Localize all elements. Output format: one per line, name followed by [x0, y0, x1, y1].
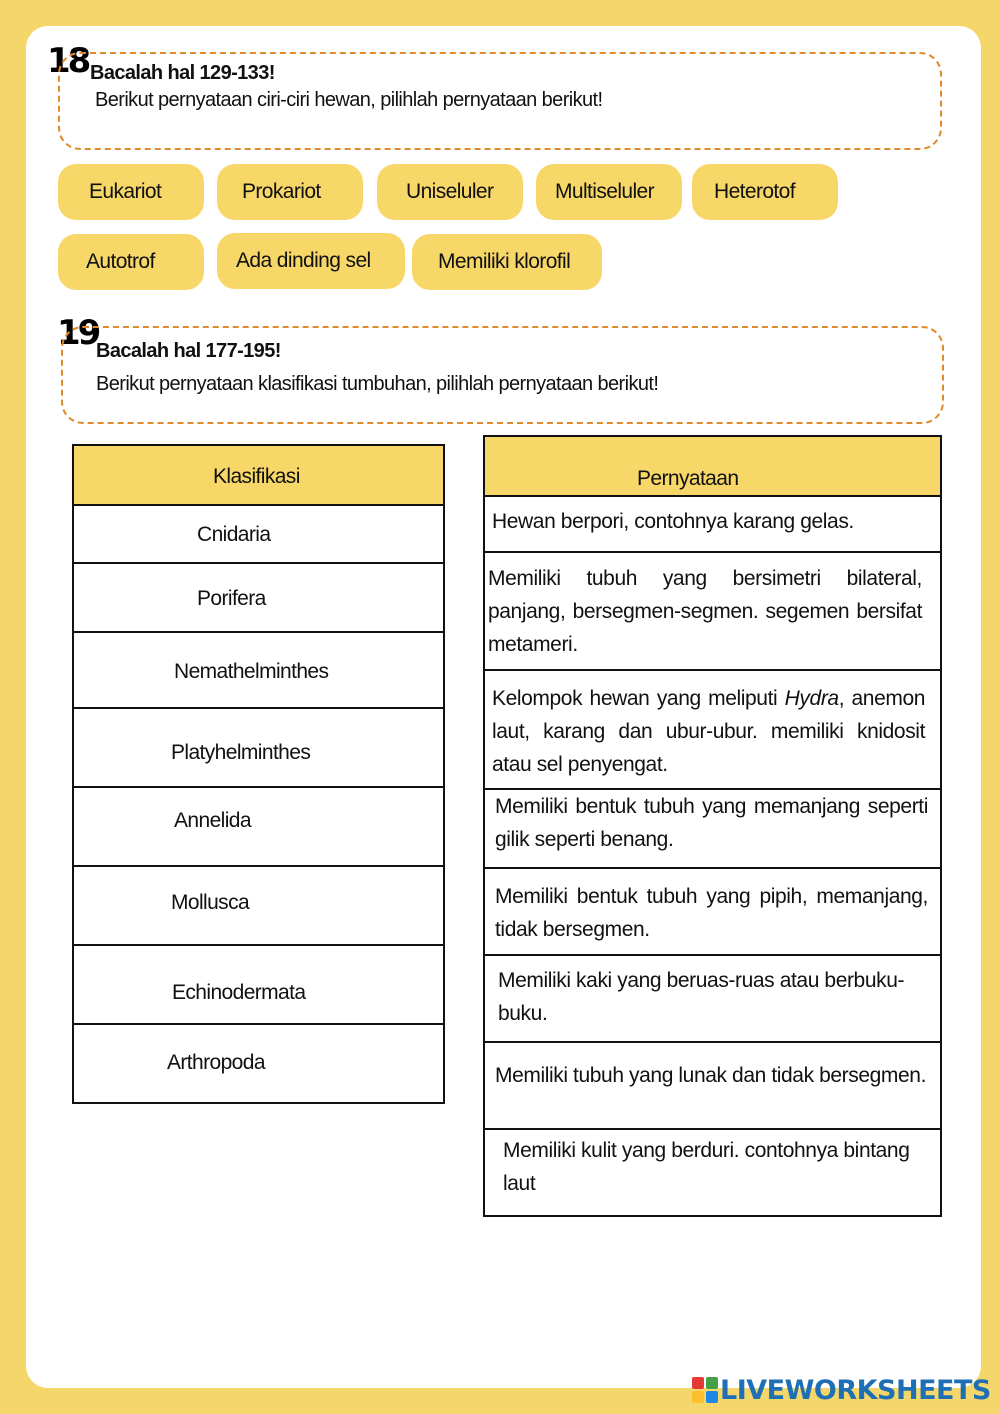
classification-header — [74, 446, 443, 504]
classification-row[interactable] — [74, 1023, 443, 1102]
option-chip[interactable]: Eukariot — [58, 164, 204, 220]
statement-row[interactable] — [485, 495, 940, 553]
classification-row[interactable] — [74, 707, 443, 788]
option-chip[interactable]: Heterotof — [692, 164, 838, 220]
statement-header — [485, 437, 940, 495]
statement-italic-term: Hydra — [784, 687, 839, 710]
statement-row[interactable] — [485, 954, 940, 1043]
classification-label: Nemathelminthes — [174, 660, 329, 683]
question-18-title: Bacalah hal 129-133! — [90, 62, 275, 84]
option-chip[interactable]: Prokariot — [217, 164, 363, 220]
classification-label: Platyhelminthes — [171, 741, 311, 764]
statement-header-label: Pernyataan — [637, 467, 739, 490]
classification-row[interactable] — [74, 865, 443, 946]
question-18-instruction: Berikut pernyataan ciri-ciri hewan, pilihlah pernyataan berikut! — [95, 89, 603, 111]
classification-row[interactable] — [74, 786, 443, 867]
statement-text: Memiliki bentuk tubuh yang pipih, memanjang, tidak bersegmen. — [495, 885, 928, 941]
classification-label: Echinodermata — [172, 981, 306, 1004]
classification-header-label: Klasifikasi — [213, 465, 300, 488]
classification-label: Mollusca — [171, 891, 250, 914]
statement-row[interactable] — [485, 669, 940, 790]
option-chip[interactable]: Ada dinding sel — [217, 233, 405, 289]
statement-text: Memiliki bentuk tubuh yang memanjang seperti gilik seperti benang. — [495, 795, 928, 851]
classification-row[interactable] — [74, 504, 443, 564]
statement-text: Memiliki kaki yang beruas-ruas atau berbuku-buku. — [498, 969, 905, 1025]
option-chip[interactable]: Autotrof — [58, 234, 204, 290]
question-19-instruction: Berikut pernyataan klasifikasi tumbuhan, pilihlah pernyataan berikut! — [96, 373, 659, 395]
statement-text: Memiliki kulit yang berduri. contohnya bintang laut — [503, 1139, 910, 1195]
question-19-title: Bacalah hal 177-195! — [96, 340, 281, 362]
logo-mark-icon — [692, 1377, 718, 1403]
option-chip[interactable]: Memiliki klorofil — [412, 234, 602, 290]
classification-row[interactable] — [74, 944, 443, 1025]
statement-row[interactable] — [485, 1128, 940, 1215]
statement-row[interactable] — [485, 867, 940, 956]
statement-table — [483, 435, 942, 1217]
classification-label: Annelida — [174, 809, 251, 832]
statement-text: Hewan berpori, contohnya karang gelas. — [492, 510, 854, 533]
statement-text: Memiliki tubuh yang bersimetri bilateral, panjang, bersegmen-segmen. segemen bersifat metameri. — [488, 567, 922, 656]
classification-row[interactable] — [74, 562, 443, 633]
classification-label: Arthropoda — [167, 1051, 265, 1074]
liveworksheets-logo — [692, 1372, 991, 1408]
statement-row[interactable] — [485, 1041, 940, 1130]
classification-row[interactable] — [74, 631, 443, 709]
statement-text-part: Kelompok hewan yang meliputi — [492, 687, 785, 710]
statement-text: Memiliki tubuh yang lunak dan tidak bersegmen. — [495, 1064, 927, 1087]
question-19-number: 19 — [57, 313, 99, 353]
question-18-number: 18 — [47, 41, 89, 81]
classification-table — [72, 444, 445, 1104]
statement-text — [492, 682, 925, 781]
statement-row[interactable] — [485, 551, 940, 671]
classification-label: Cnidaria — [197, 523, 271, 546]
statement-row[interactable] — [485, 788, 940, 869]
option-chip[interactable]: Multiseluler — [536, 164, 682, 220]
statement-text-part: , anemon laut, karang dan ubur-ubur. memiliki knidosit atau sel penyengat. — [492, 687, 926, 776]
logo-text: LIVEWORKSHEETS — [720, 1374, 991, 1406]
option-chip[interactable]: Uniseluler — [377, 164, 523, 220]
classification-label: Porifera — [197, 587, 266, 610]
